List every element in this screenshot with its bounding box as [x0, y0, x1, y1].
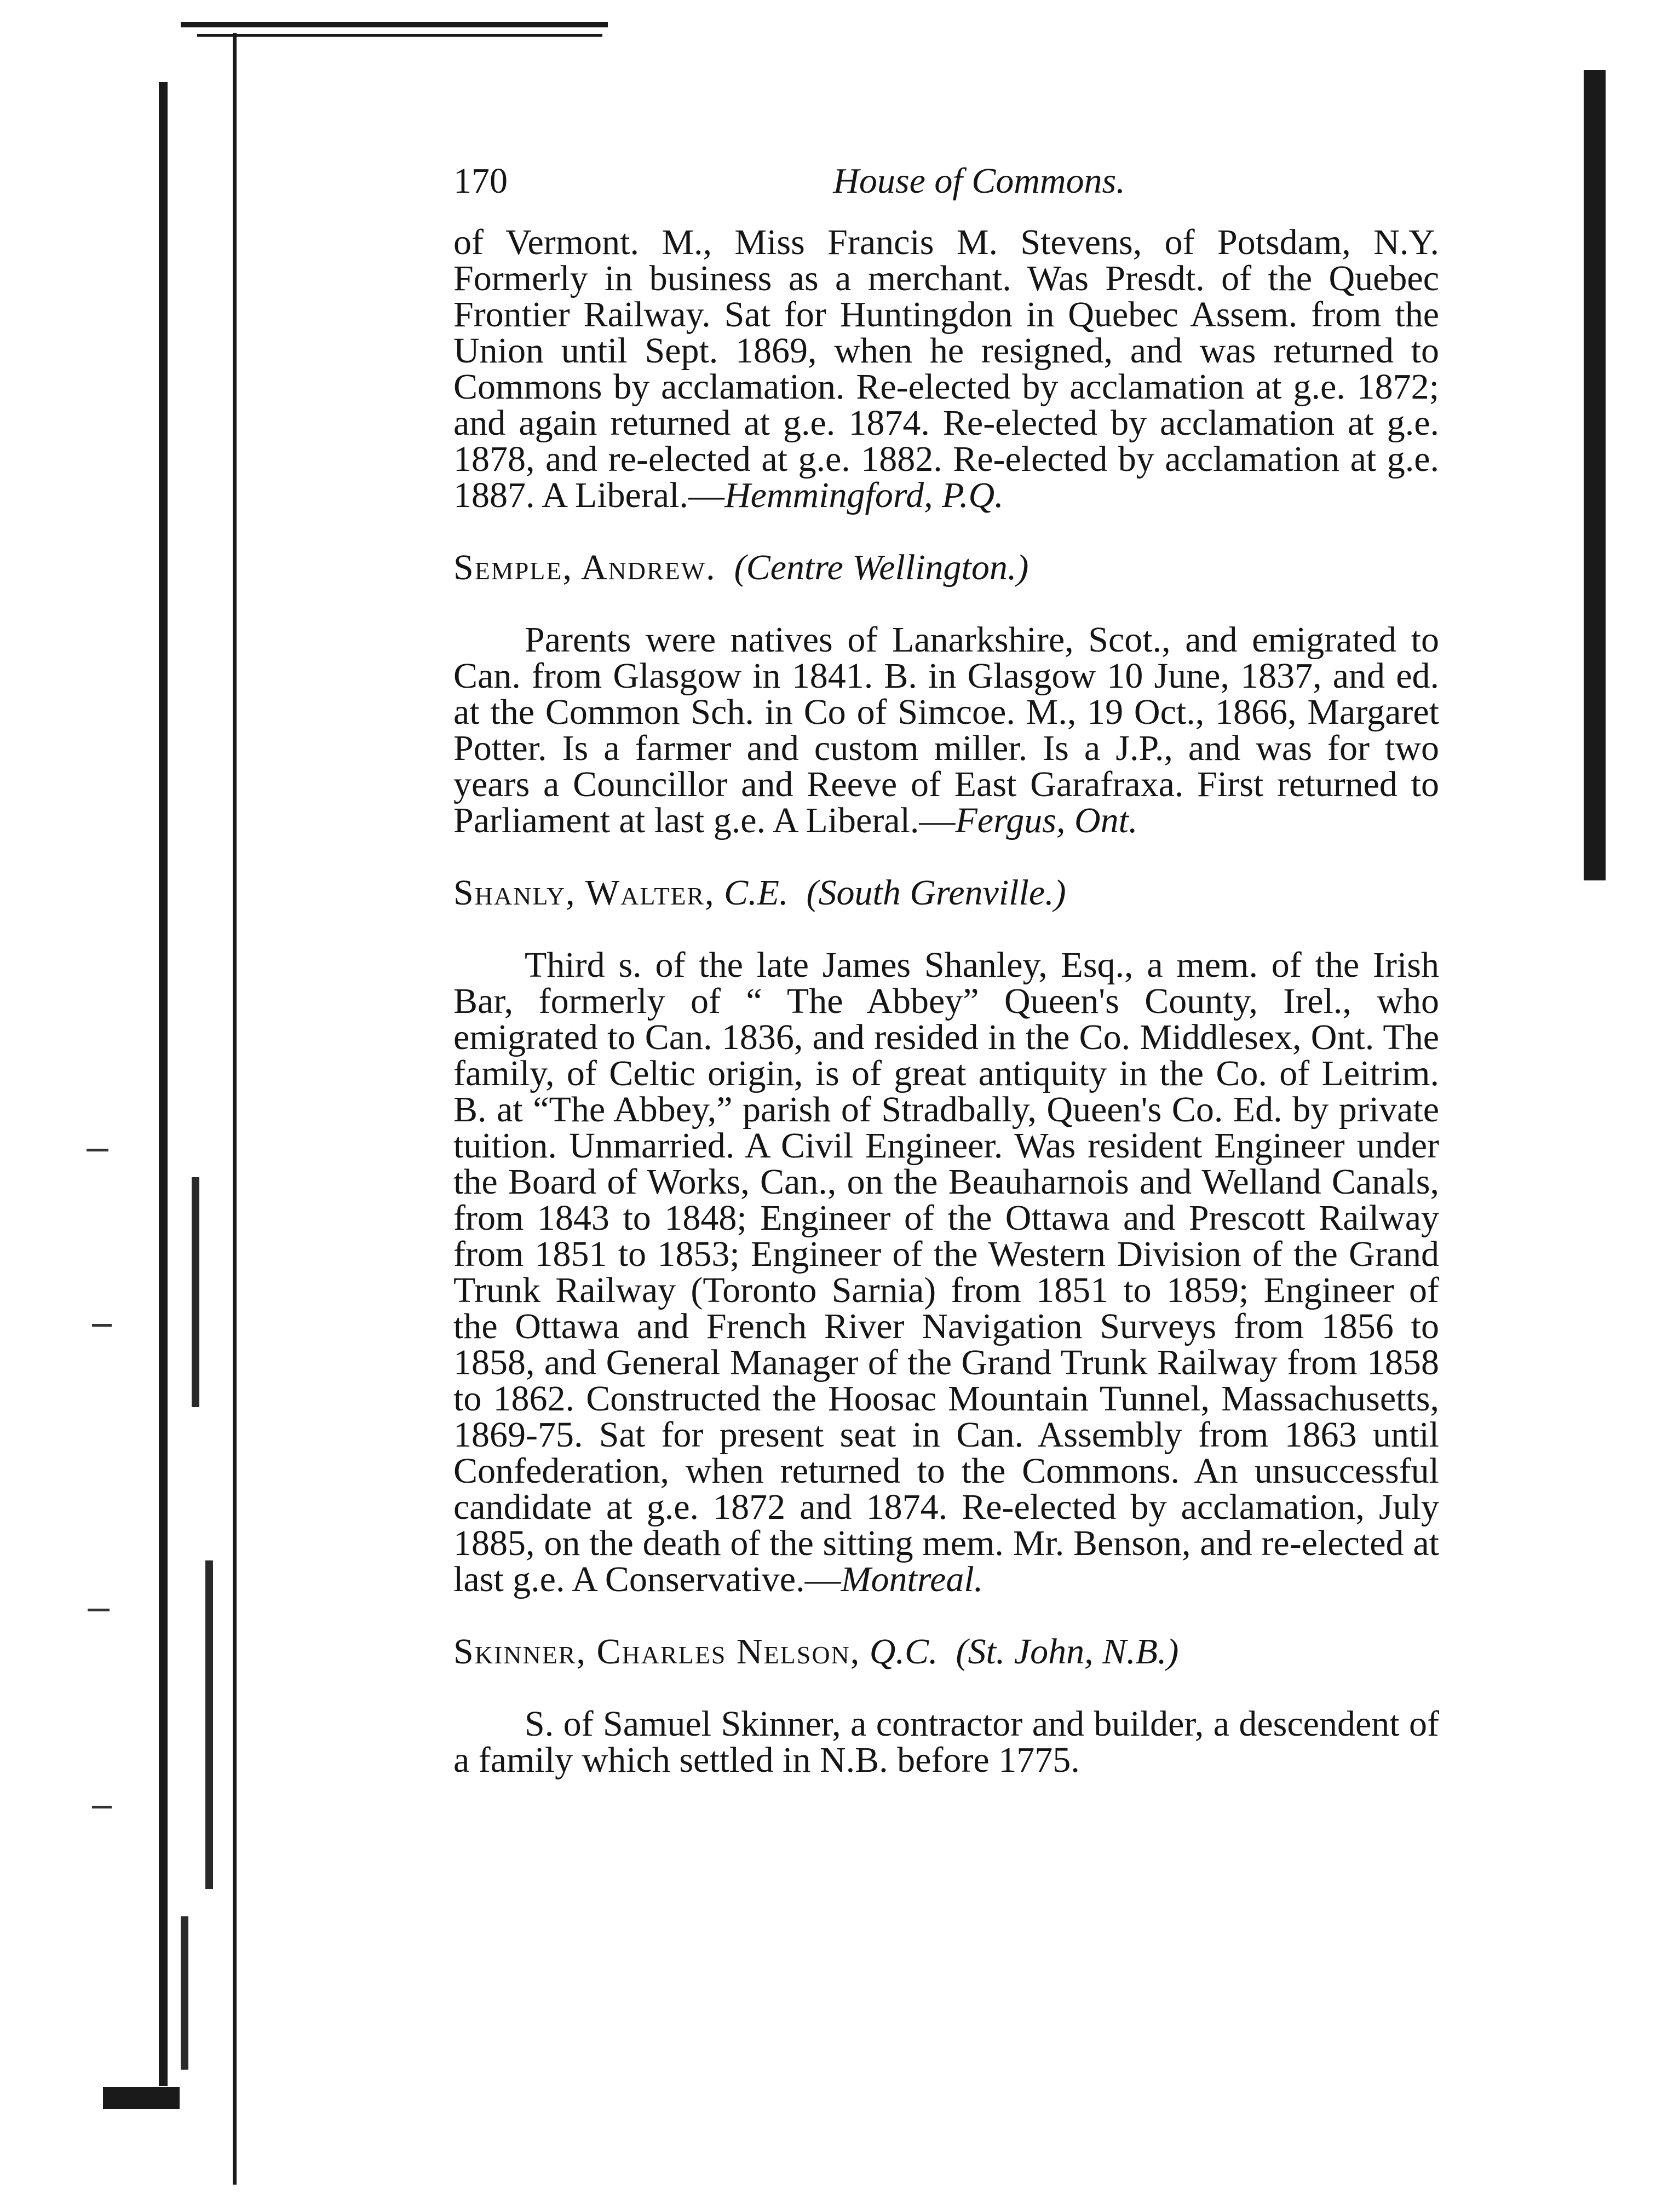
bottom-corner-block	[103, 2087, 180, 2109]
binding-speckle-3	[181, 1916, 188, 2070]
running-head	[453, 163, 1439, 224]
top-rule-thin	[197, 34, 602, 37]
left-edge-rule	[159, 82, 168, 2086]
entry-paragraph: S. of Samuel Skinner, a contractor and builder, a descendent of a family which settled in N.B. before 1775.	[453, 1704, 1439, 1780]
entry-paragraph: Parents were natives of Lanarkshire, Scot., and emigrated to Can. from Glasgow in 1841. B. in Glasgow 10 June, 1837, and ed. at the Common Sch. in Co of Simcoe. M., 19 Oct., 1866, Margaret Potter. Is a farmer and custom miller. Is a J.P., and was for two years a Councillor and Reeve of East Garafraxa. First returned to Parliament at last g.e. A Liberal.—Fergus, Ont.	[453, 620, 1439, 840]
member-title: Q.C.	[869, 1632, 938, 1672]
residence: Hemmingford, P.Q.	[724, 475, 1004, 515]
residence: Fergus, Ont.	[955, 800, 1138, 840]
margin-tick-1	[87, 1149, 108, 1151]
margin-tick-4	[92, 1806, 112, 1808]
residence: Montreal.	[841, 1559, 984, 1599]
top-rule	[181, 22, 608, 27]
left-binding-rule	[233, 33, 237, 2185]
entry-paragraph: of Vermont. M., Miss Francis M. Stevens, of Potsdam, N.Y. Formerly in business as a merchant. Was Presdt. of the Quebec Frontier Railway. Sat for Huntingdon in Quebec Assem. from the Union until Sept. 1869, when he resigned, and was returned to Commons by acclamation. Re-elected by acclamation at g.e. 1872; and again returned at g.e. 1874. Re-elected by acclamation at g.e. 1878, and re-elected at g.e. 1882. Re-elected by acclamation at g.e. 1887. A Liberal.—Hemmingford, P.Q.	[453, 222, 1439, 515]
binding-speckle-1	[192, 1177, 199, 1407]
right-edge-bar	[1584, 70, 1606, 880]
entry-continued	[453, 224, 1439, 514]
member-title: C.E.	[724, 873, 789, 913]
entry-heading	[453, 875, 1439, 911]
constituency: (South Grenville.)	[806, 873, 1066, 913]
entry-heading	[453, 1634, 1439, 1670]
entry-semple	[453, 550, 1439, 839]
constituency: (St. John, N.B.)	[956, 1632, 1179, 1672]
member-name: Shanly, Walter,	[453, 873, 715, 913]
margin-tick-3	[88, 1609, 110, 1611]
constituency: (Centre Wellington.)	[734, 548, 1029, 587]
member-name: Semple, Andrew.	[453, 548, 716, 587]
margin-tick-2	[92, 1324, 112, 1327]
entry-heading	[453, 550, 1439, 586]
page-body	[453, 163, 1439, 1778]
entry-shanly	[453, 875, 1439, 1598]
entry-paragraph: Third s. of the late James Shanley, Esq., a mem. of the Irish Bar, formerly of “ The Abbey” Queen's County, Irel., who emigrated to Can. 1836, and resided in the Co. Middlesex, Ont. The family, of Celtic origin, is of great antiquity in the Co. of Leitrim. B. at “The Abbey,” parish of Stradbally, Queen's Co. Ed. by private tuition. Unmarried. A Civil Engineer. Was resident Engineer under the Board of Works, Can., on the Beauharnois and Welland Canals, from 1843 to 1848; Engineer of the Ottawa and Prescott Railway from 1851 to 1853; Engineer of the Western Division of the Grand Trunk Railway (Toronto Sarnia) from 1851 to 1859; Engineer of the Ottawa and French River Navigation Surveys from 1856 to 1858, and General Manager of the Grand Trunk Railway from 1858 to 1862. Constructed the Hoosac Mountain Tunnel, Massachusetts, 1869-75. Sat for present seat in Can. Assembly from 1863 until Confederation, when returned to the Commons. An unsuccessful candidate at g.e. 1872 and 1874. Re-elected by acclamation, July 1885, on the death of the sitting mem. Mr. Benson, and re-elected at last g.e. A Conservative.—Montreal.	[453, 945, 1439, 1599]
page-number: 170	[453, 161, 508, 201]
member-name: Skinner, Charles Nelson,	[453, 1632, 861, 1672]
running-title: House of Commons.	[833, 161, 1125, 201]
entry-skinner	[453, 1634, 1439, 1778]
binding-speckle-2	[205, 1560, 213, 1889]
